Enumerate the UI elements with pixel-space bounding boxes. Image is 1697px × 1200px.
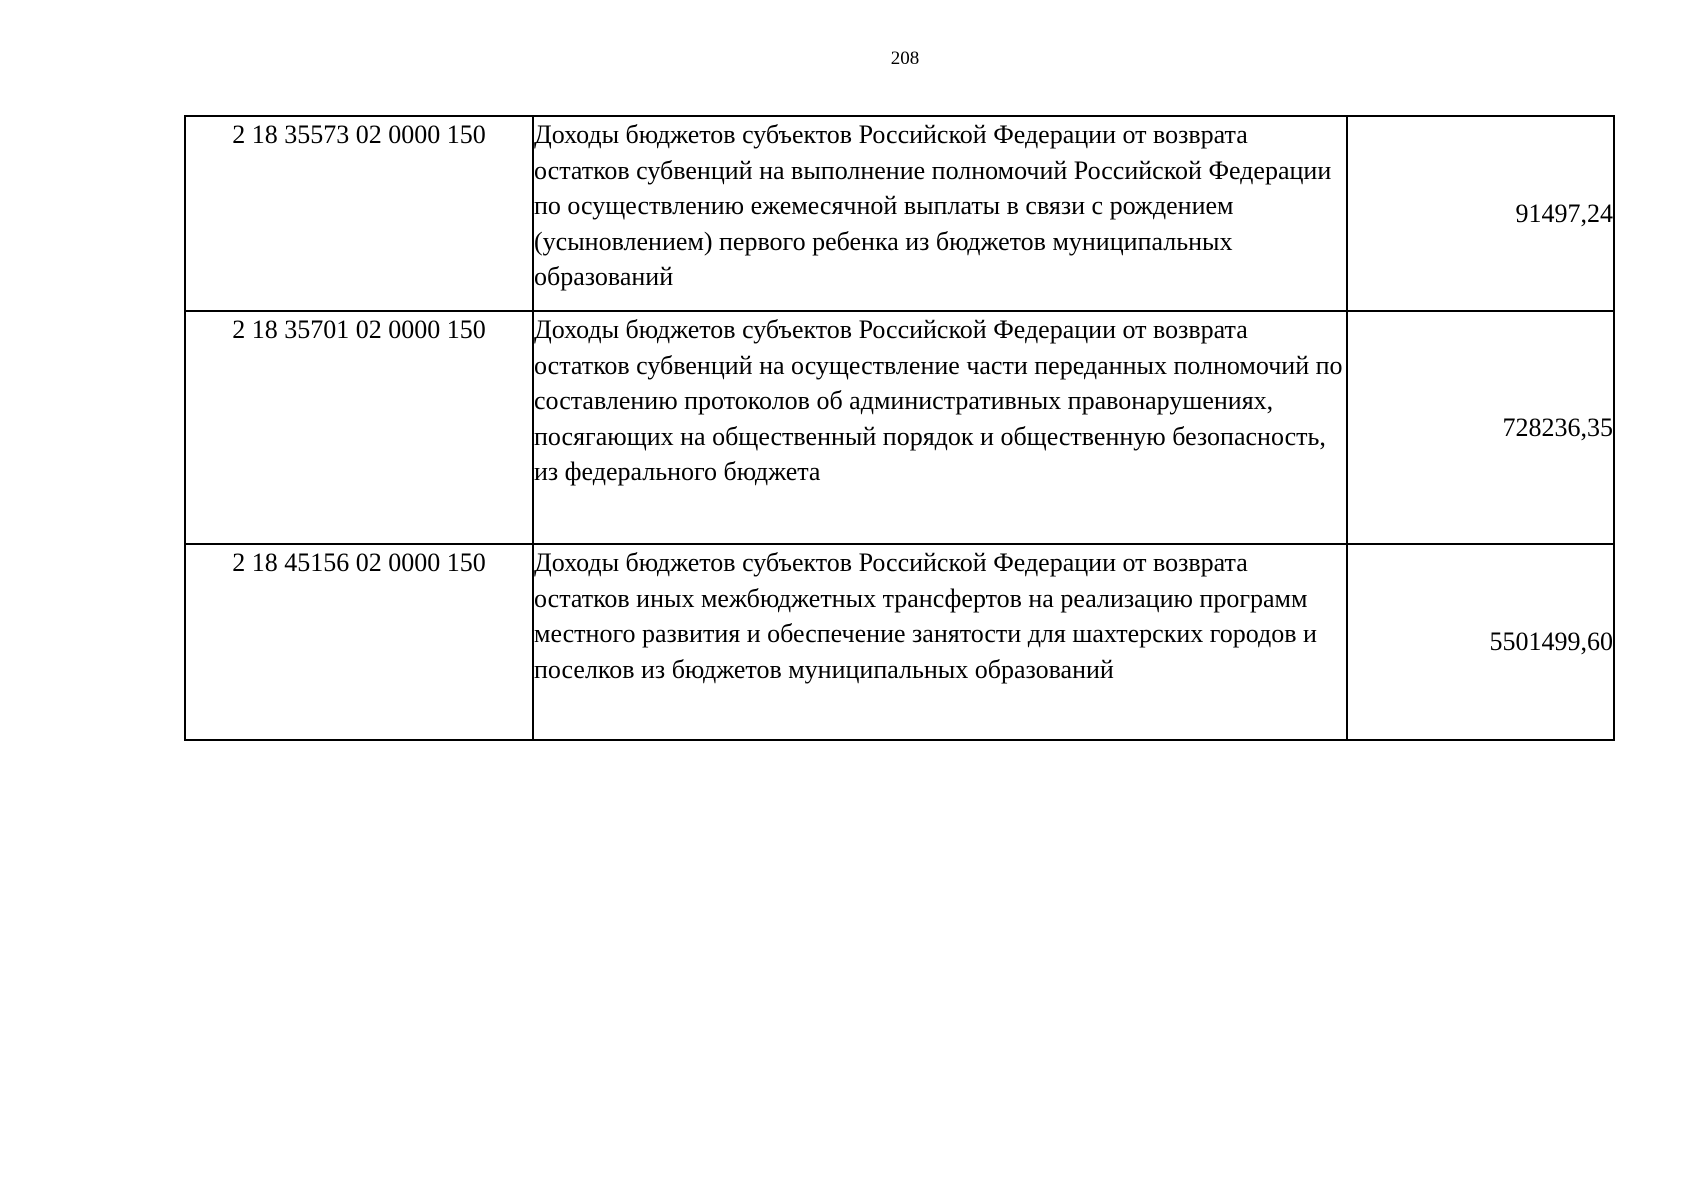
budget-classification-code: 2 18 45156 02 0000 150: [185, 544, 533, 740]
table-row: [185, 311, 1614, 544]
revenue-description: Доходы бюджетов субъектов Российской Федерации от возврата остатков субвенций на осуществление части переданных полномочий по составлению протоколов об административных правонарушениях, посягающих на общественный порядок и общественную безопасность, из федерального бюджета: [533, 311, 1347, 544]
page-number: 208: [890, 48, 920, 69]
revenue-amount: 91497,24: [1347, 116, 1614, 311]
revenue-description: Доходы бюджетов субъектов Российской Федерации от возврата остатков субвенций на выполнение полномочий Российской Федерации по осуществлению ежемесячной выплаты в связи с рождением (усыновлением) первого ребенка из бюджетов муниципальных образований: [533, 116, 1347, 311]
budget-classification-code: 2 18 35573 02 0000 150: [185, 116, 533, 311]
revenue-description: Доходы бюджетов субъектов Российской Федерации от возврата остатков иных межбюджетных трансфертов на реализацию программ местного развития и обеспечение занятости для шахтерских городов и поселков из бюджетов муниципальных образований: [533, 544, 1347, 740]
revenue-amount: 728236,35: [1347, 311, 1614, 544]
table-row: [185, 116, 1614, 311]
revenue-amount: 5501499,60: [1347, 544, 1614, 740]
budget-revenue-table: [184, 115, 1615, 741]
table-row: [185, 544, 1614, 740]
budget-classification-code: 2 18 35701 02 0000 150: [185, 311, 533, 544]
